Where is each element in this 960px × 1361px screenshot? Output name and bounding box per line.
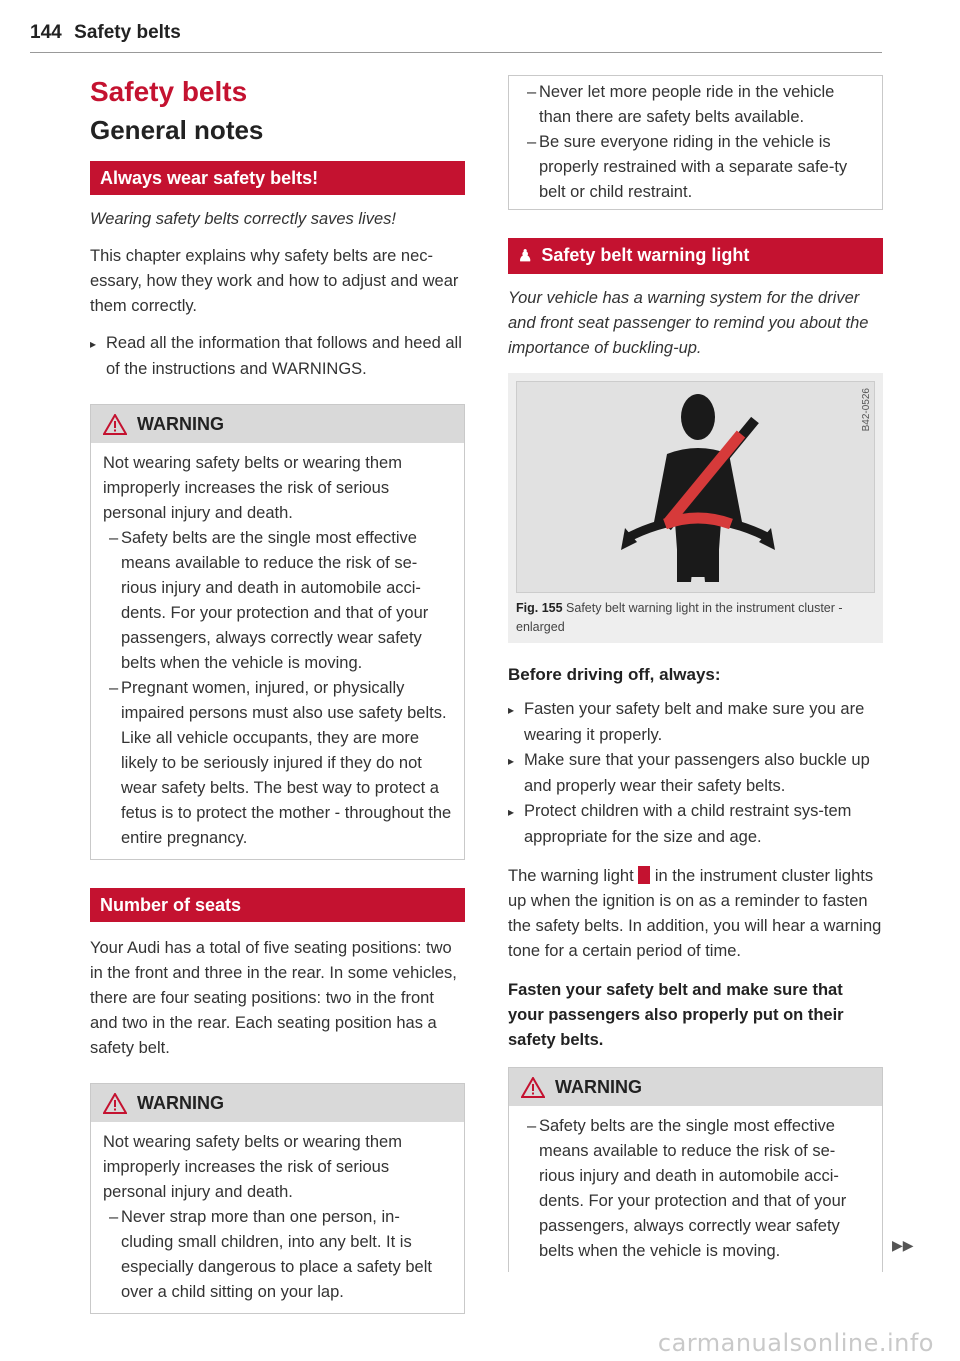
always-wear-heading: Always wear safety belts! (90, 161, 465, 195)
warning-text: Not wearing safety belts or wearing them improperly increases the risk of serious personal injury and death. (103, 454, 402, 522)
warning-box-2 (90, 1083, 465, 1314)
warning-label: WARNING (137, 1092, 224, 1113)
warning-header (509, 1068, 882, 1106)
seatbelt-warning-light-icon (517, 382, 875, 592)
warning-item: – Safety belts are the single most effective means available to reduce the risk of se-rious injury and death in automobile acci-dents. For your protection and that of your passengers, always correctly wear safety belts when the vehicle is moving. (521, 1114, 870, 1264)
number-of-seats-heading: Number of seats (90, 888, 465, 922)
seatbelt-icon: ♟ (518, 248, 533, 265)
warning-triangle-icon (521, 1077, 545, 1098)
warning-header (91, 405, 464, 443)
figure-image (516, 381, 875, 593)
before-driving-item: ▸ Fasten your safety belt and make sure you are wearing it properly. (508, 697, 883, 748)
always-wear-paragraph: This chapter explains why safety belts are nec-essary, how they work and how to adjust and wear them correctly. (90, 247, 459, 315)
warning-item: – Never strap more than one person, in-cluding small children, into any belt. It is especially dangerous to place a safety belt over a child sitting on your lap. (103, 1205, 452, 1305)
continued-warning-box (508, 75, 883, 210)
safety-belt-light-heading (508, 238, 883, 274)
chapter-title: Safety belts (90, 76, 248, 107)
figure-caption (516, 599, 875, 637)
continued-arrow-icon: ▶▶ (892, 1237, 914, 1253)
warning-label: WARNING (137, 413, 224, 434)
figure-label: Fig. 155 (516, 601, 563, 615)
warning-box-1 (90, 404, 465, 860)
figure-caption-text: Safety belt warning light in the instrument cluster - enlarged (516, 601, 843, 634)
section-title: General notes (90, 115, 264, 145)
fasten-belt-note: Fasten your safety belt and make sure that your passengers also properly put on their safety belts. (508, 981, 844, 1049)
warning-triangle-icon (103, 1093, 127, 1114)
page-header (30, 22, 882, 53)
safety-belt-light-heading-text: Safety belt warning light (541, 245, 750, 265)
before-driving-heading: Before driving off, always: (508, 665, 721, 684)
left-column (90, 75, 465, 1314)
number-of-seats-text: Your Audi has a total of five seating positions: two in the front and three in the rear. In some vehicles, there are four seating positions: two in the front and two in the rear. Each seating position has a safety belt. (90, 939, 457, 1057)
warning-triangle-icon (103, 414, 127, 435)
warning-box-3 (508, 1067, 883, 1272)
always-wear-intro: Wearing safety belts correctly saves lives! (90, 210, 396, 228)
warning-item: – Be sure everyone riding in the vehicle is properly restrained with a separate safe-ty belt or child restraint. (521, 130, 870, 205)
instruction-item: ▸ Read all the information that follows and heed all of the instructions and WARNINGS. (90, 331, 465, 382)
warning-item: – Safety belts are the single most effective means available to reduce the risk of se-rious injury and death in automobile acci-dents. For your protection and that of your passengers, always correctly wear safety belts when the vehicle is moving. (103, 526, 452, 676)
warning-item: – Pregnant women, injured, or physically impaired persons must also use safety belts. Like all vehicle occupants, they are more likely to be seriously injured if they do not wear safety belts. The best way to protect a fetus is to protect the mother - throughout the entire pregnancy. (103, 676, 452, 851)
safety-belt-light-intro: Your vehicle has a warning system for the driver and front seat passenger to remind you about the importance of buckling-up. (508, 289, 869, 357)
warning-light-text-end: in the instrument cluster lights up when the ignition is on as a reminder to fasten the safety belts. In addition, you will hear a warning tone for a certain period of time. (508, 867, 882, 960)
warning-header (91, 1084, 464, 1122)
figure-155 (508, 373, 883, 643)
watermark: carmanualsonline.info (657, 1329, 934, 1357)
page-number: 144 (30, 22, 62, 43)
figure-code: B42-0526 (861, 388, 872, 432)
warning-label: WARNING (555, 1076, 642, 1097)
before-driving-item: ▸ Make sure that your passengers also buckle up and properly wear their safety belts. (508, 748, 883, 799)
seatbelt-indicator-icon (638, 866, 650, 884)
before-driving-item: ▸ Protect children with a child restraint sys-tem appropriate for the size and age. (508, 799, 883, 850)
warning-light-text-start: The warning light (508, 867, 634, 885)
warning-text: Not wearing safety belts or wearing them improperly increases the risk of serious personal injury and death. (103, 1133, 402, 1201)
warning-item: – Never let more people ride in the vehicle than there are safety belts available. (521, 80, 870, 130)
running-section-title: Safety belts (74, 22, 181, 43)
right-column (508, 75, 883, 1272)
warning-light-paragraph (508, 864, 883, 964)
